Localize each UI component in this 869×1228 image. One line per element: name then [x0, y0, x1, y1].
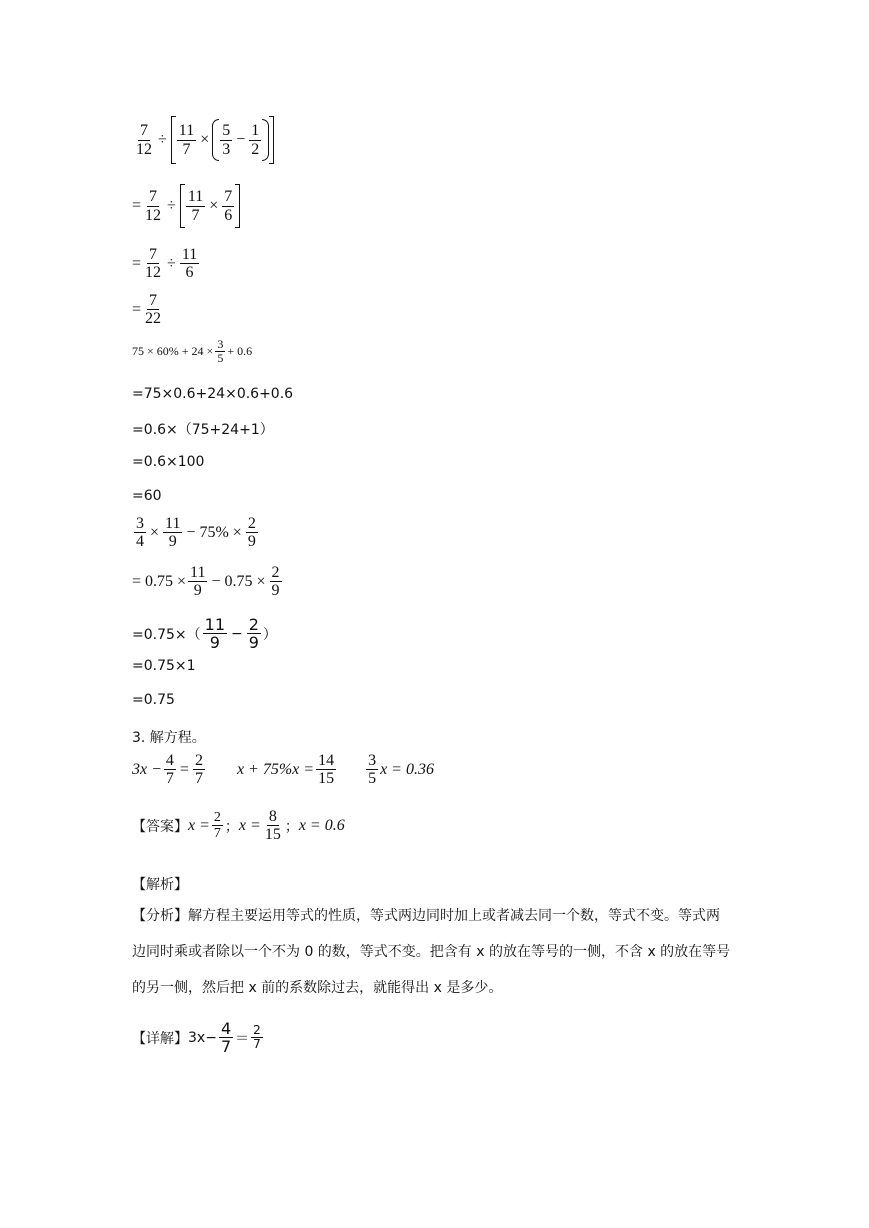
expr2-line3: =0.6×（75+24+1）: [132, 422, 274, 438]
expr2-line5: =60: [132, 488, 162, 504]
expr2-line1: 75 × 60% + 24 × $\frac{3}{5}$ + 0.6: [132, 337, 253, 365]
expr2-line2: =75×0.6+24×0.6+0.6: [132, 386, 294, 402]
equation-2: x + 75%x = $\frac{14}{15}$: [236, 752, 335, 788]
equation-3: 3 5 x = 0.36: [368, 752, 434, 788]
answer-line: 【答案】 x = $\frac{2}{7}$ ； x = $\frac{8}{15}$ ； x = 0.6: [132, 808, 345, 844]
equations-row: [132, 752, 434, 788]
expr3-line2: = 0.75 × $\frac{11}{9}$ − 0.75 × $\frac{2}{9}$: [132, 564, 280, 600]
expr3-line3: =0.75×（ 11 9 − $\frac{2}{9}$ ）: [132, 615, 277, 653]
question-title: 3. 解方程。: [132, 730, 206, 746]
expr2-line4: =0.6×100: [132, 454, 205, 470]
equation-1: 3x − $\frac{4}{7}$ = $\frac{2}{7}$: [132, 752, 203, 788]
expr3-line1: $\frac{3}{4}$ × $\frac{11}{9}$ − 75% × $\frac{2}{9}$: [136, 515, 256, 551]
expr1-line2: = $\frac{7}{12}$ ÷ $\frac{11}{7}$ × $\frac{7}{6}$: [132, 184, 242, 228]
expr3-line4: =0.75×1: [132, 658, 196, 674]
expr1-line1: $\frac{7}{12}$ ÷ $\frac{11}{7}$ × 5 3 − $\frac{1}{2}$: [132, 116, 276, 164]
analysis-label: 【解析】: [132, 877, 188, 893]
expr1-line3: = $\frac{7}{12}$ ÷ $\frac{11}{6}$: [132, 246, 198, 282]
expr3-line5: =0.75: [132, 692, 175, 708]
expr1-line4: = $\frac{7}{22}$: [132, 292, 162, 328]
detail-line: 【详解】 3x− $\frac{4}{7}$ ＝ 2 7: [132, 1019, 261, 1057]
analysis-paragraph: 【分析】解方程主要运用等式的性质，等式两边同时加上或者减去同一个数，等式不变。等式两边同时乘或者除以一个不为 0 的数，等式不变。把含有 x 的放在等号的一侧，不含 x 的放在等号的另一侧，然后把 x 前的系数除过去，就能得出 x 是多少。: [132, 908, 731, 996]
